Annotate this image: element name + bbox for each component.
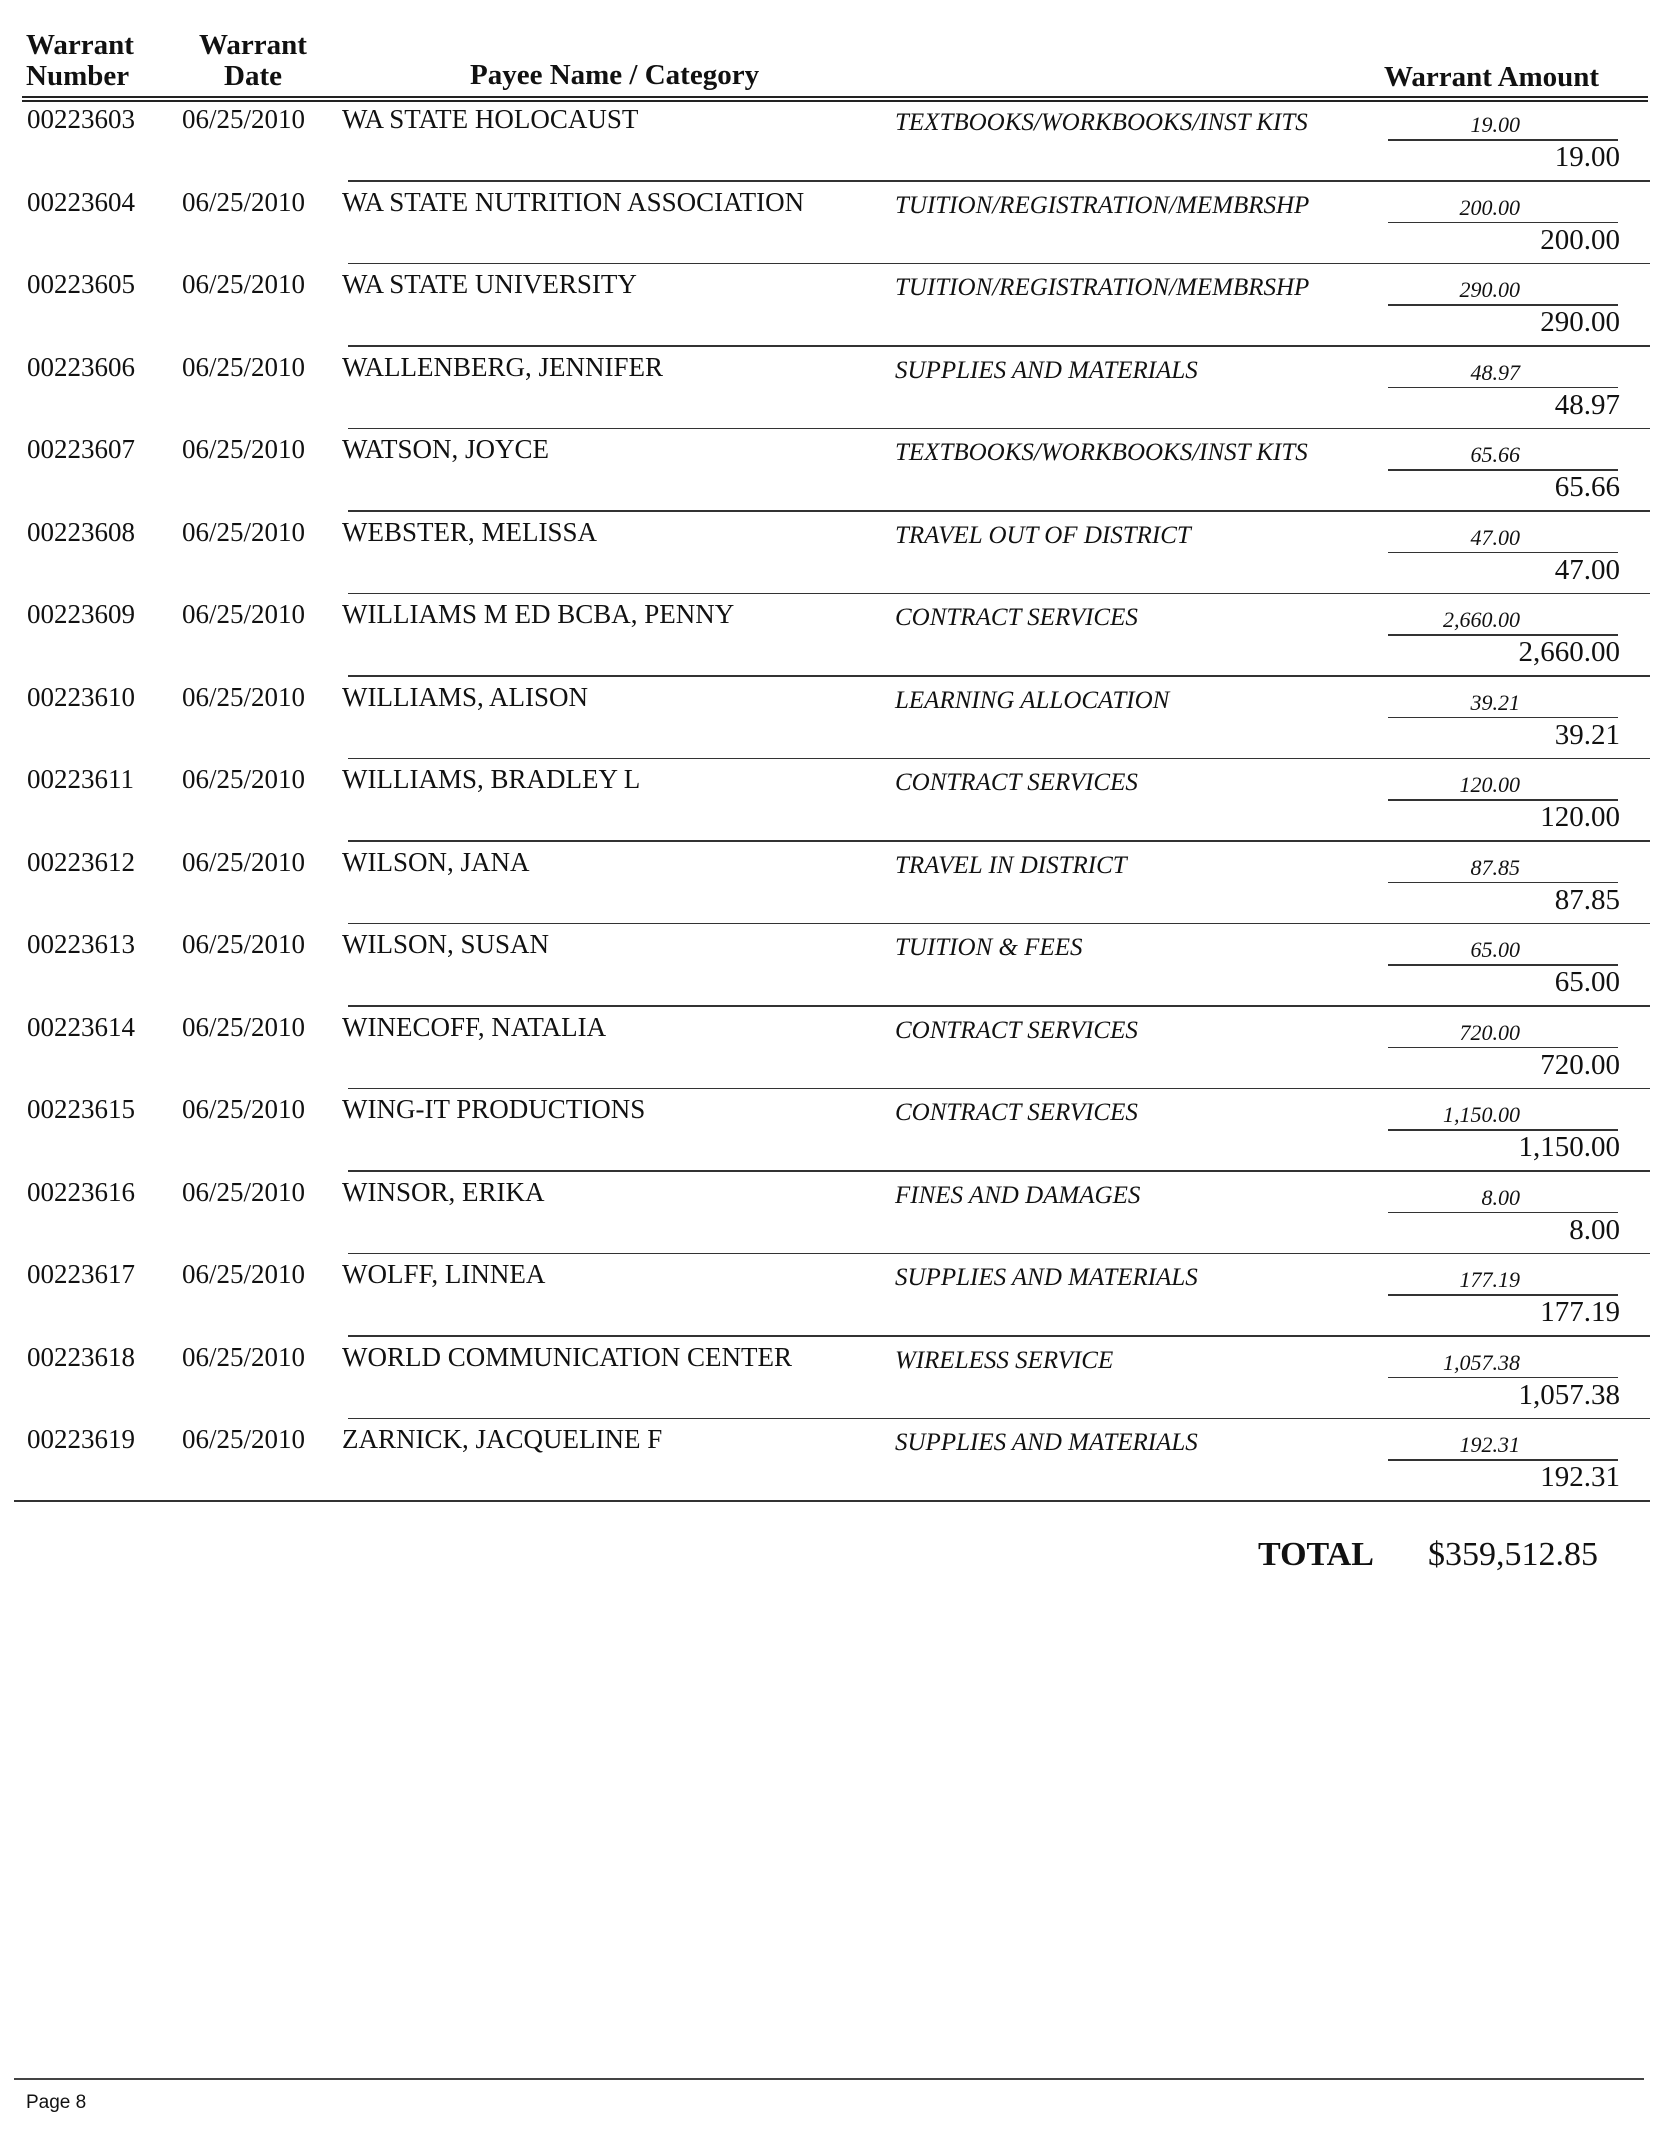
- line-amount-rule: [1388, 1377, 1618, 1379]
- warrant-amount: 2,660.00: [1518, 636, 1620, 668]
- header-rule-top: [22, 96, 1648, 98]
- table-row: [0, 678, 1664, 761]
- warrant-number: 00223610: [27, 681, 135, 712]
- payee-name: WALLENBERG, JENNIFER: [342, 351, 663, 382]
- category: TRAVEL OUT OF DISTRICT: [895, 521, 1191, 549]
- line-amount-rule: [1388, 1212, 1618, 1214]
- warrant-date: 06/25/2010: [182, 764, 306, 794]
- warrant-number: 00223614: [27, 1011, 135, 1042]
- table-row: [0, 843, 1664, 926]
- warrant-number: 00223617: [27, 1259, 135, 1289]
- table-row: [0, 1008, 1664, 1091]
- line-amount: 1,150.00: [1443, 1102, 1520, 1127]
- warrant-number: 00223609: [27, 599, 135, 629]
- row-separator: [348, 1253, 1650, 1255]
- line-amount: 720.00: [1459, 1019, 1520, 1045]
- payee-name: WORLD COMMUNICATION CENTER: [342, 1341, 792, 1372]
- warrant-amount: 720.00: [1540, 1048, 1620, 1081]
- payee-name: WILLIAMS, ALISON: [342, 681, 588, 712]
- header-warrant-date-line1: Warrant: [199, 29, 307, 61]
- row-separator: [348, 758, 1650, 760]
- row-separator: [348, 1170, 1650, 1172]
- row-separator: [348, 1088, 1650, 1090]
- line-amount-rule: [1388, 799, 1618, 801]
- line-amount-rule: [1388, 139, 1618, 141]
- payee-name: ZARNICK, JACQUELINE F: [342, 1424, 663, 1454]
- row-separator: [348, 345, 1650, 347]
- row-separator: [348, 923, 1650, 925]
- warrant-amount: 1,057.38: [1518, 1378, 1620, 1411]
- table-row: [0, 760, 1664, 843]
- line-amount-rule: [1388, 552, 1618, 554]
- warrant-number: 00223608: [27, 516, 135, 547]
- line-amount-rule: [1388, 222, 1618, 224]
- table-row: [0, 1173, 1664, 1256]
- warrant-number: 00223616: [27, 1176, 135, 1207]
- line-amount-rule: [1388, 304, 1618, 306]
- warrant-date: 06/25/2010: [182, 1424, 306, 1454]
- table-row: [0, 1338, 1664, 1421]
- category: SUPPLIES AND MATERIALS: [895, 356, 1198, 384]
- warrant-amount: 200.00: [1540, 223, 1620, 256]
- category: TRAVEL IN DISTRICT: [895, 851, 1127, 879]
- table-row: [0, 183, 1664, 266]
- table-row: [0, 595, 1664, 678]
- warrant-amount: 65.00: [1554, 966, 1620, 998]
- table-row: [0, 1420, 1664, 1503]
- line-amount-rule: [1388, 717, 1618, 719]
- warrant-amount: 48.97: [1554, 388, 1620, 421]
- payee-name: WA STATE HOLOCAUST: [342, 104, 639, 134]
- warrant-amount: 87.85: [1554, 883, 1620, 916]
- warrant-date: 06/25/2010: [182, 846, 306, 877]
- warrant-date: 06/25/2010: [182, 269, 306, 299]
- row-separator: [348, 675, 1650, 677]
- line-amount-rule: [1388, 387, 1618, 389]
- warrant-amount: 65.66: [1554, 471, 1620, 503]
- warrant-amount: 192.31: [1540, 1461, 1620, 1493]
- category: TEXTBOOKS/WORKBOOKS/INST KITS: [895, 439, 1308, 466]
- category: LEARNING ALLOCATION: [895, 686, 1170, 714]
- warrant-number: 00223605: [27, 269, 135, 299]
- row-separator: [348, 428, 1650, 430]
- row-separator: [348, 593, 1650, 595]
- warrant-date: 06/25/2010: [182, 104, 306, 134]
- total-value: $359,512.85: [1428, 1536, 1598, 1573]
- category: SUPPLIES AND MATERIALS: [895, 1264, 1198, 1291]
- warrant-number: 00223603: [27, 104, 135, 134]
- category: CONTRACT SERVICES: [895, 769, 1138, 796]
- payee-name: WILLIAMS M ED BCBA, PENNY: [342, 599, 735, 629]
- warrant-date: 06/25/2010: [182, 681, 306, 712]
- row-separator: [348, 840, 1650, 842]
- warrant-date: 06/25/2010: [182, 929, 306, 959]
- header-warrant-amount: Warrant Amount: [1384, 61, 1600, 93]
- row-separator: [348, 1418, 1650, 1420]
- table-row: [0, 925, 1664, 1008]
- warrant-date: 06/25/2010: [182, 351, 306, 382]
- warrant-amount: 8.00: [1569, 1213, 1620, 1246]
- line-amount-rule: [1388, 1459, 1618, 1461]
- row-separator: [14, 1500, 1650, 1502]
- line-amount: 48.97: [1470, 359, 1520, 385]
- payee-name: WOLFF, LINNEA: [342, 1259, 546, 1289]
- warrant-date: 06/25/2010: [182, 1011, 306, 1042]
- warrant-date: 06/25/2010: [182, 1176, 306, 1207]
- line-amount-rule: [1388, 634, 1618, 636]
- header-warrant-number-line1: Warrant: [26, 29, 134, 61]
- warrant-amount: 39.21: [1554, 718, 1620, 751]
- payee-name: WINECOFF, NATALIA: [342, 1011, 607, 1042]
- line-amount: 177.19: [1459, 1267, 1520, 1292]
- warrant-number: 00223613: [27, 929, 135, 959]
- table-row: [0, 513, 1664, 596]
- payee-name: WEBSTER, MELISSA: [342, 516, 598, 547]
- line-amount: 2,660.00: [1443, 607, 1520, 632]
- payee-name: WILSON, SUSAN: [342, 929, 550, 959]
- warrant-number: 00223619: [27, 1424, 135, 1454]
- warrant-amount: 177.19: [1540, 1296, 1620, 1328]
- row-separator: [348, 180, 1650, 182]
- line-amount-rule: [1388, 964, 1618, 966]
- warrant-date: 06/25/2010: [182, 186, 306, 217]
- line-amount: 19.00: [1470, 112, 1520, 137]
- warrant-number: 00223607: [27, 434, 135, 464]
- line-amount: 8.00: [1481, 1184, 1520, 1210]
- warrant-number: 00223618: [27, 1341, 135, 1372]
- category: SUPPLIES AND MATERIALS: [895, 1429, 1198, 1456]
- line-amount-rule: [1388, 1294, 1618, 1296]
- warrant-amount: 19.00: [1554, 141, 1620, 173]
- line-amount-rule: [1388, 1047, 1618, 1049]
- table-row: [0, 430, 1664, 513]
- category: TEXTBOOKS/WORKBOOKS/INST KITS: [895, 109, 1308, 136]
- line-amount-rule: [1388, 882, 1618, 884]
- line-amount: 120.00: [1459, 772, 1520, 797]
- table-row: [0, 265, 1664, 348]
- warrant-date: 06/25/2010: [182, 1341, 306, 1372]
- warrant-date: 06/25/2010: [182, 434, 306, 464]
- line-amount: 47.00: [1470, 524, 1520, 550]
- payee-name: WA STATE NUTRITION ASSOCIATION: [342, 186, 805, 217]
- line-amount: 65.66: [1470, 442, 1520, 467]
- warrant-number: 00223615: [27, 1094, 135, 1124]
- table-row: [0, 1255, 1664, 1338]
- payee-name: WA STATE UNIVERSITY: [342, 269, 637, 299]
- warrant-number: 00223612: [27, 846, 135, 877]
- header-warrant-date-line2: Date: [224, 60, 282, 92]
- category: TUITION & FEES: [895, 934, 1083, 961]
- category: FINES AND DAMAGES: [895, 1181, 1141, 1209]
- line-amount: 1,057.38: [1443, 1349, 1520, 1375]
- row-separator: [348, 510, 1650, 512]
- warrant-date: 06/25/2010: [182, 516, 306, 547]
- payee-name: WING-IT PRODUCTIONS: [342, 1094, 646, 1124]
- category: TUITION/REGISTRATION/MEMBRSHP: [895, 191, 1310, 219]
- warrant-amount: 290.00: [1540, 306, 1620, 338]
- warrant-table: [0, 100, 1664, 1503]
- warrant-amount: 47.00: [1554, 553, 1620, 586]
- table-row: [0, 348, 1664, 431]
- warrant-number: 00223606: [27, 351, 135, 382]
- line-amount: 65.00: [1470, 937, 1520, 962]
- line-amount: 290.00: [1459, 277, 1520, 302]
- category: CONTRACT SERVICES: [895, 1099, 1138, 1126]
- header-warrant-number-line2: Number: [26, 60, 130, 92]
- row-separator: [348, 263, 1650, 265]
- payee-name: WILLIAMS, BRADLEY L: [342, 764, 641, 794]
- category: TUITION/REGISTRATION/MEMBRSHP: [895, 274, 1310, 301]
- line-amount: 87.85: [1470, 854, 1520, 880]
- line-amount: 39.21: [1470, 689, 1520, 715]
- category: WIRELESS SERVICE: [895, 1346, 1114, 1374]
- header-payee-category: Payee Name / Category: [470, 59, 760, 91]
- footer-rule: [14, 2078, 1644, 2080]
- header-warrant-number: [26, 30, 134, 92]
- warrant-date: 06/25/2010: [182, 599, 306, 629]
- category: CONTRACT SERVICES: [895, 604, 1138, 631]
- payee-name: WATSON, JOYCE: [342, 434, 550, 464]
- warrant-number: 00223604: [27, 186, 135, 217]
- warrant-amount: 1,150.00: [1518, 1131, 1620, 1163]
- payee-name: WINSOR, ERIKA: [342, 1176, 545, 1207]
- row-separator: [348, 1335, 1650, 1337]
- warrant-date: 06/25/2010: [182, 1259, 306, 1289]
- line-amount: 200.00: [1459, 194, 1520, 220]
- line-amount-rule: [1388, 1129, 1618, 1131]
- table-row: [0, 100, 1664, 183]
- page-number: Page 8: [26, 2092, 87, 2113]
- category: CONTRACT SERVICES: [895, 1016, 1138, 1044]
- warrant-amount: 120.00: [1540, 801, 1620, 833]
- header-warrant-date: [188, 30, 318, 92]
- total-label: TOTAL: [1258, 1536, 1374, 1573]
- row-separator: [348, 1005, 1650, 1007]
- line-amount-rule: [1388, 469, 1618, 471]
- line-amount: 192.31: [1459, 1432, 1520, 1457]
- table-row: [0, 1090, 1664, 1173]
- payee-name: WILSON, JANA: [342, 846, 530, 877]
- warrant-date: 06/25/2010: [182, 1094, 306, 1124]
- warrant-number: 00223611: [27, 764, 134, 794]
